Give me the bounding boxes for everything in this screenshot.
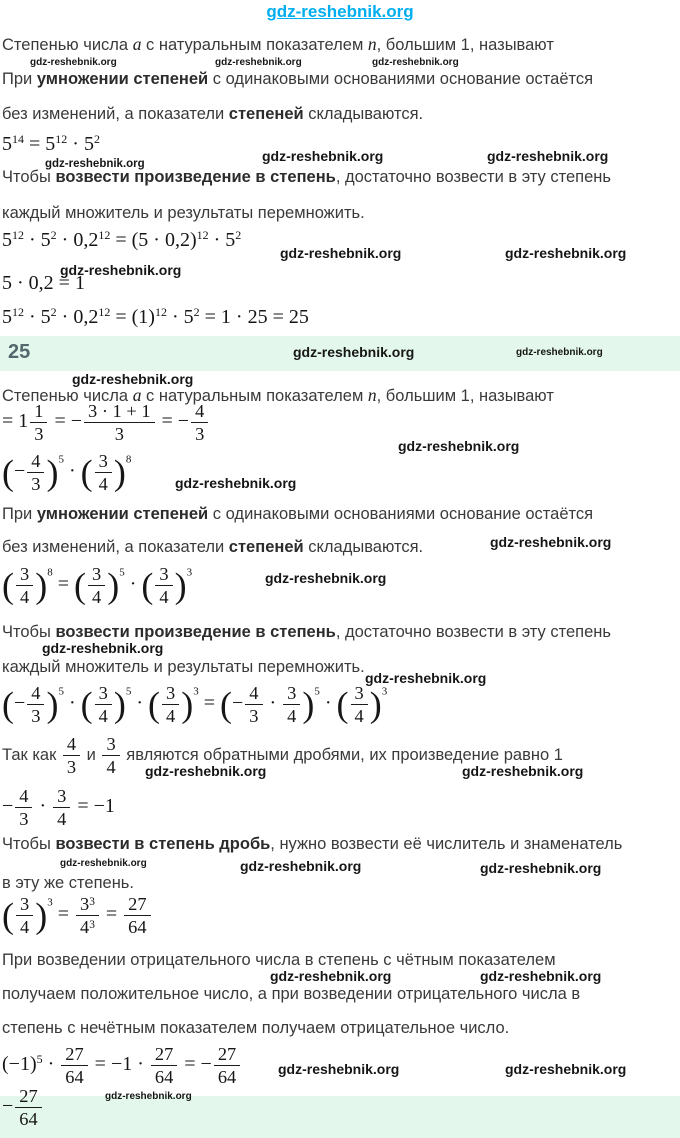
watermark: gdz-reshebnik.org [145, 763, 267, 779]
math-formula: − $\frac{4}{3}$ · $\frac{3}{4}$ = −1 [2, 786, 115, 830]
answer-bar [0, 1096, 680, 1138]
math-formula: $(-1)^5$ · $\frac{27}{64}$ = −1 · $\frac{27}{64}$ = − $\frac{27}{64}$ [2, 1043, 242, 1088]
text-line: Степенью числа a с натуральным показателем n, большим 1, называют [2, 385, 554, 405]
watermark: gdz-reshebnik.org [72, 371, 194, 387]
math-formula: (− $\frac{4}{3}$ )$^5$ · ( $\frac{3}{4}$ )$^8$ [2, 451, 132, 495]
math-formula: (− $\frac{4}{3}$ )$^5$ · ( $\frac{3}{4}$ )$^5$ · ( $\frac{3}{4}$ )$^3$ = (− $\frac{4}{3}$ · $\frac{3}{4}$ )$^5$ · ( $\frac{3}{4}$ )$^3$ [2, 683, 388, 727]
watermark: gdz-reshebnik.org [280, 245, 402, 261]
watermark: gdz-reshebnik.org [240, 858, 362, 874]
watermark: gdz-reshebnik.org [278, 1061, 400, 1077]
watermark: gdz-reshebnik.org [480, 860, 602, 876]
watermark: gdz-reshebnik.org [215, 57, 302, 68]
text-line: каждый множитель и результаты перемножить. [2, 658, 365, 676]
watermark: gdz-reshebnik.org [175, 475, 297, 491]
math-formula: $5^{12} \cdot 5^2 \cdot 0,2^{12} = (1)^{12} \cdot 5^2 = 1 \cdot 25 = 25$ [2, 305, 309, 329]
site-link-watermark[interactable]: gdz-reshebnik.org [266, 2, 414, 21]
watermark: gdz-reshebnik.org [60, 262, 182, 278]
watermark: gdz-reshebnik.org [505, 1061, 627, 1077]
watermark: gdz-reshebnik.org [270, 968, 392, 984]
text-line: в эту же степень. [2, 874, 134, 892]
math-formula: 5 · 0,2 = 1 [2, 272, 85, 294]
math-formula: = 1 $\frac{1}{3}$ = − $\frac{3 \cdot 1 + 1}{3}$ = − $\frac{4}{3}$ [2, 400, 210, 445]
text-line: Чтобы возвести произведение в степень, достаточно возвести в эту степень [2, 168, 611, 186]
math-formula: $5^{12} \cdot 5^2 \cdot 0,2^{12} = (5 \cdot 0,2)^{12} \cdot 5^2$ [2, 228, 242, 252]
watermark: gdz-reshebnik.org [462, 763, 584, 779]
watermark: gdz-reshebnik.org [365, 670, 487, 686]
answer-formula: − $\frac{27}{64}$ [2, 1085, 44, 1130]
text-line: без изменений, а показатели степеней складываются. [2, 105, 424, 123]
watermark: gdz-reshebnik.org [45, 158, 145, 170]
text-line: При умножении степеней с одинаковыми основаниями основание остаётся [2, 505, 594, 523]
watermark: gdz-reshebnik.org [505, 245, 627, 261]
watermark: gdz-reshebnik.org [105, 1091, 192, 1102]
text-line: При возведении отрицательного числа в степень с чётным показателем [2, 951, 556, 969]
text-line: без изменений, а показатели степеней складываются. [2, 538, 424, 556]
watermark: gdz-reshebnik.org [372, 57, 459, 68]
watermark: gdz-reshebnik.org [30, 57, 117, 68]
text-line: При умножении степеней с одинаковыми основаниями основание остаётся [2, 70, 594, 88]
watermark: gdz-reshebnik.org [293, 344, 415, 360]
text-line: степень с нечётным показателем получаем отрицательное число. [2, 1019, 510, 1037]
problem-number: 25 [8, 341, 31, 363]
math-text-line: Так как $\frac{4}{3}$ и $\frac{3}{4}$ являются обратными дробями, их произведение равно 1 [2, 734, 563, 778]
math-formula: ( $\frac{3}{4}$ )$^3$ = $\frac{3^3}{4^3}$ = $\frac{27}{64}$ [2, 893, 153, 938]
watermark: gdz-reshebnik.org [60, 858, 147, 869]
watermark: gdz-reshebnik.org [490, 534, 612, 550]
watermark: gdz-reshebnik.org [480, 968, 602, 984]
watermark: gdz-reshebnik.org [487, 148, 609, 164]
watermark: gdz-reshebnik.org [398, 438, 520, 454]
text-line: Степенью числа a с натуральным показателем n, большим 1, называют [2, 34, 554, 54]
watermark: gdz-reshebnik.org [42, 640, 164, 656]
text-line: Чтобы возвести в степень дробь, нужно возвести её числитель и знаменатель [2, 835, 623, 853]
math-formula: $5^{14} = 5^{12} \cdot 5^2$ [2, 132, 100, 156]
watermark: gdz-reshebnik.org [262, 148, 384, 164]
text-line: Чтобы возвести произведение в степень, достаточно возвести в эту степень [2, 623, 611, 641]
text-line: каждый множитель и результаты перемножить. [2, 204, 365, 222]
text-line: получаем положительное число, а при возведении отрицательного числа в [2, 985, 581, 1003]
watermark: gdz-reshebnik.org [516, 347, 603, 358]
watermark: gdz-reshebnik.org [265, 570, 387, 586]
math-formula: ( $\frac{3}{4}$ )$^8$ = ( $\frac{3}{4}$ )$^5$ · ( $\frac{3}{4}$ )$^3$ [2, 564, 193, 608]
